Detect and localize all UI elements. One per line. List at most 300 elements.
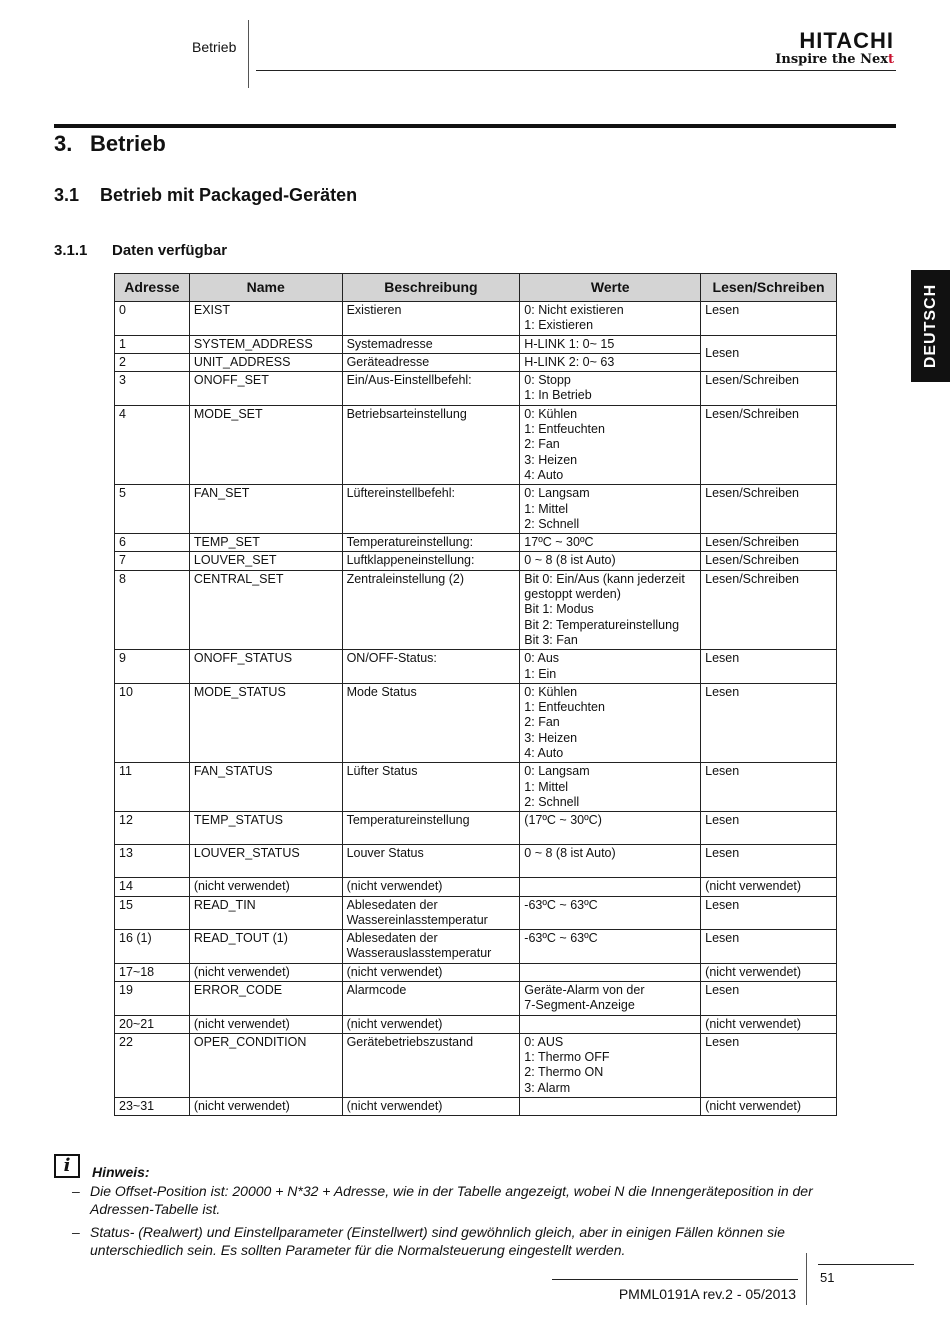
cell-adresse <box>115 896 190 930</box>
table-row <box>115 534 837 552</box>
cell-line: (nicht verwendet) <box>346 964 443 979</box>
cell-name <box>189 485 342 534</box>
cell-line: LOUVER_SET <box>193 553 277 568</box>
cell-line: 0: AUS <box>524 1034 564 1049</box>
header-beschreibung: Beschreibung <box>342 274 520 302</box>
cell-adresse <box>115 353 190 371</box>
cell-line: MODE_SET <box>193 406 263 421</box>
cell-lesen-schreiben <box>701 1015 837 1033</box>
brand-logo <box>775 30 894 68</box>
cell-name <box>189 302 342 336</box>
cell-line: 0: Langsam <box>524 486 590 501</box>
cell-name <box>189 896 342 930</box>
cell-line: 2 <box>119 354 126 369</box>
cell-werte <box>520 570 701 649</box>
cell-line: 10 <box>119 684 133 699</box>
cell-name <box>189 963 342 981</box>
cell-name <box>189 534 342 552</box>
cell-line: Alarmcode <box>346 982 407 997</box>
cell-line: 15 <box>119 897 133 912</box>
cell-line: 0: Kühlen <box>524 684 578 699</box>
cell-line: Lesen <box>705 846 740 861</box>
cell-werte <box>520 485 701 534</box>
cell-line: Lüftereinstellbefehl: <box>346 486 455 501</box>
language-side-tab-label: DEUTSCH <box>921 283 939 369</box>
subsection-heading <box>54 242 227 259</box>
cell-line: 11 <box>119 764 132 779</box>
cell-line: 2: Thermo ON <box>524 1065 604 1080</box>
cell-name <box>189 372 342 406</box>
cell-werte <box>520 845 701 878</box>
brand-tagline <box>775 52 894 68</box>
cell-line: Luftklappeneinstellung: <box>346 553 475 568</box>
cell-line: OPER_CONDITION <box>193 1034 307 1049</box>
cell-lesen-schreiben <box>701 570 837 649</box>
cell-line: (nicht verwendet) <box>346 1099 443 1114</box>
cell-beschreibung <box>342 963 520 981</box>
footer-rule <box>552 1279 798 1280</box>
cell-beschreibung <box>342 372 520 406</box>
note-title: Hinweis: <box>92 1164 150 1180</box>
cell-name <box>189 1033 342 1097</box>
cell-line: READ_TOUT (1) <box>193 931 288 946</box>
cell-line: 13 <box>119 846 133 861</box>
cell-line: 0 ~ 8 (8 ist Auto) <box>524 846 616 861</box>
cell-lesen-schreiben <box>701 812 837 845</box>
cell-lesen-schreiben <box>701 981 837 1015</box>
cell-beschreibung <box>342 302 520 336</box>
cell-line: 1: Ein <box>524 666 557 681</box>
cell-adresse <box>115 1015 190 1033</box>
cell-line: 19 <box>119 982 133 997</box>
table-row <box>115 405 837 484</box>
cell-line: Lesen <box>705 931 740 946</box>
cell-lesen-schreiben <box>701 963 837 981</box>
cell-line: 1 <box>119 336 126 351</box>
cell-lesen-schreiben <box>701 1098 837 1116</box>
cell-line: Geräteadresse <box>346 354 430 369</box>
cell-werte <box>520 896 701 930</box>
cell-name <box>189 1098 342 1116</box>
cell-lesen-schreiben <box>701 763 837 812</box>
subsection-number: 3.1.1 <box>54 242 88 259</box>
section-number: 3.1 <box>54 185 80 205</box>
cell-line: -63ºC ~ 63ºC <box>524 931 598 946</box>
cell-line: Lesen/Schreiben <box>705 406 799 421</box>
cell-beschreibung <box>342 335 520 353</box>
cell-line: H-LINK 2: 0~ 63 <box>524 354 615 369</box>
cell-beschreibung <box>342 896 520 930</box>
cell-line: 0: Langsam <box>524 764 590 779</box>
cell-line: EXIST <box>193 303 230 317</box>
cell-line: 1: Mittel <box>524 779 569 794</box>
cell-line: (nicht verwendet) <box>705 1016 802 1031</box>
cell-line: Temperatureinstellung: <box>346 535 474 550</box>
cell-lesen-schreiben <box>701 1033 837 1097</box>
cell-line: Mode Status <box>346 684 417 699</box>
cell-line: Wassereinlasstemperatur <box>346 912 488 927</box>
cell-name <box>189 405 342 484</box>
cell-line: 0: Stopp <box>524 373 571 388</box>
cell-lesen-schreiben <box>701 485 837 534</box>
header-divider <box>248 20 249 88</box>
cell-line: Lesen <box>705 651 740 666</box>
table-row <box>115 981 837 1015</box>
cell-line: 22 <box>119 1034 133 1049</box>
cell-werte <box>520 963 701 981</box>
cell-adresse <box>115 335 190 353</box>
brand-tagline-main: Inspire the Nex <box>775 52 888 67</box>
cell-line: Bit 2: Temperatureinstellung <box>524 617 680 632</box>
brand-tagline-end: t <box>887 52 894 67</box>
cell-line: 2: Fan <box>524 715 560 730</box>
cell-beschreibung <box>342 353 520 371</box>
cell-beschreibung <box>342 552 520 570</box>
cell-werte <box>520 372 701 406</box>
header-name: Name <box>189 274 342 302</box>
cell-line: ON/OFF-Status: <box>346 651 437 666</box>
cell-beschreibung <box>342 683 520 762</box>
table-row <box>115 650 837 684</box>
cell-werte <box>520 534 701 552</box>
cell-line: FAN_SET <box>193 486 250 501</box>
cell-line: 23~31 <box>119 1099 155 1114</box>
document-id: PMML0191A rev.2 - 05/2013 <box>618 1286 796 1302</box>
cell-lesen-schreiben <box>701 552 837 570</box>
cell-line: Lesen/Schreiben <box>705 535 799 550</box>
cell-line: 4: Auto <box>524 746 564 761</box>
table-row <box>115 1098 837 1116</box>
cell-name <box>189 878 342 896</box>
cell-werte <box>520 1015 701 1033</box>
cell-line: (nicht verwendet) <box>346 879 443 894</box>
table-row <box>115 763 837 812</box>
cell-line: Gerätebetriebszustand <box>346 1034 474 1049</box>
cell-werte <box>520 930 701 964</box>
cell-werte <box>520 1098 701 1116</box>
cell-adresse <box>115 878 190 896</box>
cell-werte <box>520 353 701 371</box>
cell-line: Lesen <box>705 345 740 360</box>
data-table <box>114 273 837 1116</box>
cell-line: UNIT_ADDRESS <box>193 354 291 369</box>
cell-line: Lüfter Status <box>346 764 418 779</box>
cell-beschreibung <box>342 485 520 534</box>
cell-line: 17~18 <box>119 964 155 979</box>
cell-line: (nicht verwendet) <box>193 964 290 979</box>
cell-adresse <box>115 1033 190 1097</box>
table-row <box>115 896 837 930</box>
cell-name <box>189 763 342 812</box>
cell-adresse <box>115 963 190 981</box>
section-title: Betrieb mit Packaged-Geräten <box>100 185 358 205</box>
cell-name <box>189 930 342 964</box>
cell-werte <box>520 683 701 762</box>
cell-name <box>189 812 342 845</box>
table-row <box>115 1033 837 1097</box>
table-row <box>115 335 837 353</box>
cell-line: 9 <box>119 651 126 666</box>
footer-page-rule <box>818 1264 914 1265</box>
chapter-rule <box>54 124 896 128</box>
cell-line: 6 <box>119 535 126 550</box>
table-row <box>115 302 837 336</box>
cell-werte <box>520 552 701 570</box>
cell-line: 1: Existieren <box>524 318 594 333</box>
cell-beschreibung <box>342 1015 520 1033</box>
cell-beschreibung <box>342 981 520 1015</box>
cell-lesen-schreiben <box>701 845 837 878</box>
cell-line: 2: Schnell <box>524 516 580 531</box>
cell-line: 1: Mittel <box>524 501 569 516</box>
cell-line: 3: Heizen <box>524 452 578 467</box>
cell-line: 5 <box>119 486 126 501</box>
table-row <box>115 812 837 845</box>
cell-line: 0 ~ 8 (8 ist Auto) <box>524 553 616 568</box>
cell-name <box>189 552 342 570</box>
cell-line: 8 <box>119 571 126 586</box>
cell-line: 16 (1) <box>119 931 152 946</box>
subsection-title: Daten verfügbar <box>112 242 228 259</box>
cell-line: 1: Entfeuchten <box>524 700 605 715</box>
cell-werte <box>520 405 701 484</box>
cell-line: ERROR_CODE <box>193 982 283 997</box>
cell-name <box>189 570 342 649</box>
note-item <box>72 1223 852 1259</box>
cell-lesen-schreiben <box>701 405 837 484</box>
cell-line: Wasserauslasstemperatur <box>346 946 492 961</box>
table-row <box>115 963 837 981</box>
section-heading <box>54 185 357 206</box>
note-text: Status- (Realwert) und Einstellparameter (Einstellwert) sind gewöhnlich gleich, aber in einigen Fällen können sie unterschiedlich sein. Es sollten Parameter für die Normalsteuerung eingestellt werden. <box>90 1224 785 1258</box>
cell-lesen-schreiben <box>701 302 837 336</box>
cell-adresse <box>115 683 190 762</box>
cell-line: FAN_STATUS <box>193 764 273 779</box>
cell-line: 2: Schnell <box>524 794 580 809</box>
cell-adresse <box>115 930 190 964</box>
cell-lesen-schreiben <box>701 896 837 930</box>
cell-lesen-schreiben <box>701 534 837 552</box>
cell-werte <box>520 763 701 812</box>
cell-line: ONOFF_STATUS <box>193 651 293 666</box>
cell-line: Ablesedaten der <box>346 931 438 946</box>
brand-name: HITACHI <box>799 28 894 53</box>
cell-line: Lesen <box>705 303 740 317</box>
cell-line: 12 <box>119 813 133 828</box>
cell-line: SYSTEM_ADDRESS <box>193 336 313 351</box>
cell-line: Lesen <box>705 982 740 997</box>
cell-line: H-LINK 1: 0~ 15 <box>524 336 615 351</box>
header-section-label: Betrieb <box>192 39 237 55</box>
note-dash: – <box>72 1224 80 1240</box>
language-side-tab <box>911 270 950 382</box>
chapter-heading <box>54 131 166 157</box>
table-row <box>115 1015 837 1033</box>
cell-line: TEMP_SET <box>193 535 260 550</box>
cell-lesen-schreiben <box>701 930 837 964</box>
cell-line: (nicht verwendet) <box>193 1016 290 1031</box>
cell-beschreibung <box>342 845 520 878</box>
cell-beschreibung <box>342 534 520 552</box>
cell-name <box>189 335 342 353</box>
header-lesen-schreiben: Lesen/Schreiben <box>701 274 837 302</box>
cell-line: ONOFF_SET <box>193 373 269 388</box>
cell-line: 0: Kühlen <box>524 406 578 421</box>
cell-adresse <box>115 981 190 1015</box>
cell-line: Louver Status <box>346 846 424 861</box>
cell-beschreibung <box>342 878 520 896</box>
cell-adresse <box>115 485 190 534</box>
cell-adresse <box>115 534 190 552</box>
cell-line: Ablesedaten der <box>346 897 438 912</box>
cell-lesen-schreiben <box>701 683 837 762</box>
cell-line: 3: Alarm <box>524 1080 571 1095</box>
cell-line: Lesen <box>705 1034 740 1049</box>
table-row <box>115 930 837 964</box>
cell-adresse <box>115 570 190 649</box>
cell-lesen-schreiben <box>701 878 837 896</box>
cell-beschreibung <box>342 930 520 964</box>
cell-line: gestoppt werden) <box>524 587 621 602</box>
cell-line: 14 <box>119 879 133 894</box>
table-row <box>115 878 837 896</box>
cell-name <box>189 1015 342 1033</box>
cell-beschreibung <box>342 1098 520 1116</box>
table-row <box>115 372 837 406</box>
footer-divider <box>806 1253 807 1305</box>
cell-line: 20~21 <box>119 1016 155 1031</box>
cell-line: Ein/Aus-Einstellbefehl: <box>346 373 472 388</box>
cell-line: Temperatureinstellung <box>346 813 470 828</box>
header-werte: Werte <box>520 274 701 302</box>
table-row <box>115 552 837 570</box>
cell-line: Zentraleinstellung (2) <box>346 571 464 586</box>
note-item <box>72 1182 852 1218</box>
cell-beschreibung <box>342 1033 520 1097</box>
cell-line: (17ºC ~ 30ºC) <box>524 813 602 828</box>
cell-adresse <box>115 812 190 845</box>
cell-line: CENTRAL_SET <box>193 571 284 586</box>
cell-werte <box>520 1033 701 1097</box>
cell-line: Systemadresse <box>346 336 433 351</box>
cell-line: -63ºC ~ 63ºC <box>524 897 598 912</box>
cell-beschreibung <box>342 405 520 484</box>
cell-line: 4 <box>119 406 126 421</box>
chapter-number: 3. <box>54 131 73 156</box>
cell-line: Lesen <box>705 813 740 828</box>
cell-line: Lesen <box>705 897 740 912</box>
cell-line: Lesen/Schreiben <box>705 373 799 388</box>
chapter-title: Betrieb <box>90 131 166 156</box>
note-text: Die Offset-Position ist: 20000 + N*32 + Adresse, wie in der Tabelle angezeigt, wobei N die Innengeräteposition in der Adressen-Tabelle ist. <box>90 1183 813 1217</box>
cell-line: 0 <box>119 303 126 317</box>
cell-line: 7-Segment-Anzeige <box>524 998 635 1013</box>
cell-line: Lesen/Schreiben <box>705 553 799 568</box>
cell-line: 7 <box>119 553 126 568</box>
cell-name <box>189 650 342 684</box>
table-row <box>115 570 837 649</box>
cell-adresse <box>115 1098 190 1116</box>
cell-beschreibung <box>342 650 520 684</box>
table-row <box>115 845 837 878</box>
cell-line: (nicht verwendet) <box>193 1099 290 1114</box>
cell-adresse <box>115 405 190 484</box>
cell-line: Geräte-Alarm von der <box>524 982 645 997</box>
cell-line: 3: Heizen <box>524 730 578 745</box>
cell-lesen-schreiben <box>701 372 837 406</box>
cell-name <box>189 353 342 371</box>
cell-name <box>189 845 342 878</box>
cell-line: (nicht verwendet) <box>705 1099 802 1114</box>
cell-line: Existieren <box>346 303 402 317</box>
cell-line: LOUVER_STATUS <box>193 846 300 861</box>
cell-line: 2: Fan <box>524 437 560 452</box>
cell-line: Bit 0: Ein/Aus (kann jederzeit <box>524 571 685 586</box>
page-number: 51 <box>820 1270 835 1285</box>
cell-adresse <box>115 372 190 406</box>
cell-line: 1: Entfeuchten <box>524 422 605 437</box>
info-icon: i <box>54 1154 80 1178</box>
cell-line: 0: Nicht existieren <box>524 303 624 317</box>
cell-line: 1: In Betrieb <box>524 388 592 403</box>
cell-line: 1: Thermo OFF <box>524 1050 610 1065</box>
cell-line: (nicht verwendet) <box>193 879 290 894</box>
cell-lesen-schreiben <box>701 335 837 372</box>
header-adresse: Adresse <box>115 274 190 302</box>
cell-beschreibung <box>342 763 520 812</box>
cell-adresse <box>115 650 190 684</box>
table-header-row <box>115 274 837 302</box>
cell-line: (nicht verwendet) <box>705 964 802 979</box>
cell-line: (nicht verwendet) <box>346 1016 443 1031</box>
cell-line: MODE_STATUS <box>193 684 286 699</box>
cell-adresse <box>115 552 190 570</box>
note-dash: – <box>72 1183 80 1199</box>
cell-werte <box>520 302 701 336</box>
cell-lesen-schreiben <box>701 650 837 684</box>
cell-line: Betriebsarteinstellung <box>346 406 467 421</box>
cell-line: Lesen <box>705 764 740 779</box>
cell-beschreibung <box>342 812 520 845</box>
cell-line: 3 <box>119 373 126 388</box>
header-rule <box>256 70 896 71</box>
table-row <box>115 683 837 762</box>
cell-beschreibung <box>342 570 520 649</box>
cell-line: 4: Auto <box>524 467 564 482</box>
cell-werte <box>520 878 701 896</box>
cell-line: Bit 1: Modus <box>524 602 594 617</box>
cell-adresse <box>115 763 190 812</box>
table-row <box>115 485 837 534</box>
cell-line: TEMP_STATUS <box>193 813 284 828</box>
cell-line: 17ºC ~ 30ºC <box>524 535 594 550</box>
cell-line: READ_TIN <box>193 897 256 912</box>
cell-line: Lesen/Schreiben <box>705 571 799 586</box>
cell-line: 0: Aus <box>524 651 560 666</box>
cell-adresse <box>115 302 190 336</box>
cell-werte <box>520 981 701 1015</box>
cell-line: Bit 3: Fan <box>524 632 578 647</box>
cell-name <box>189 981 342 1015</box>
cell-line: Lesen/Schreiben <box>705 486 799 501</box>
cell-werte <box>520 650 701 684</box>
cell-werte <box>520 335 701 353</box>
cell-line: (nicht verwendet) <box>705 879 802 894</box>
cell-line: Lesen <box>705 684 740 699</box>
cell-adresse <box>115 845 190 878</box>
cell-werte <box>520 812 701 845</box>
cell-name <box>189 683 342 762</box>
